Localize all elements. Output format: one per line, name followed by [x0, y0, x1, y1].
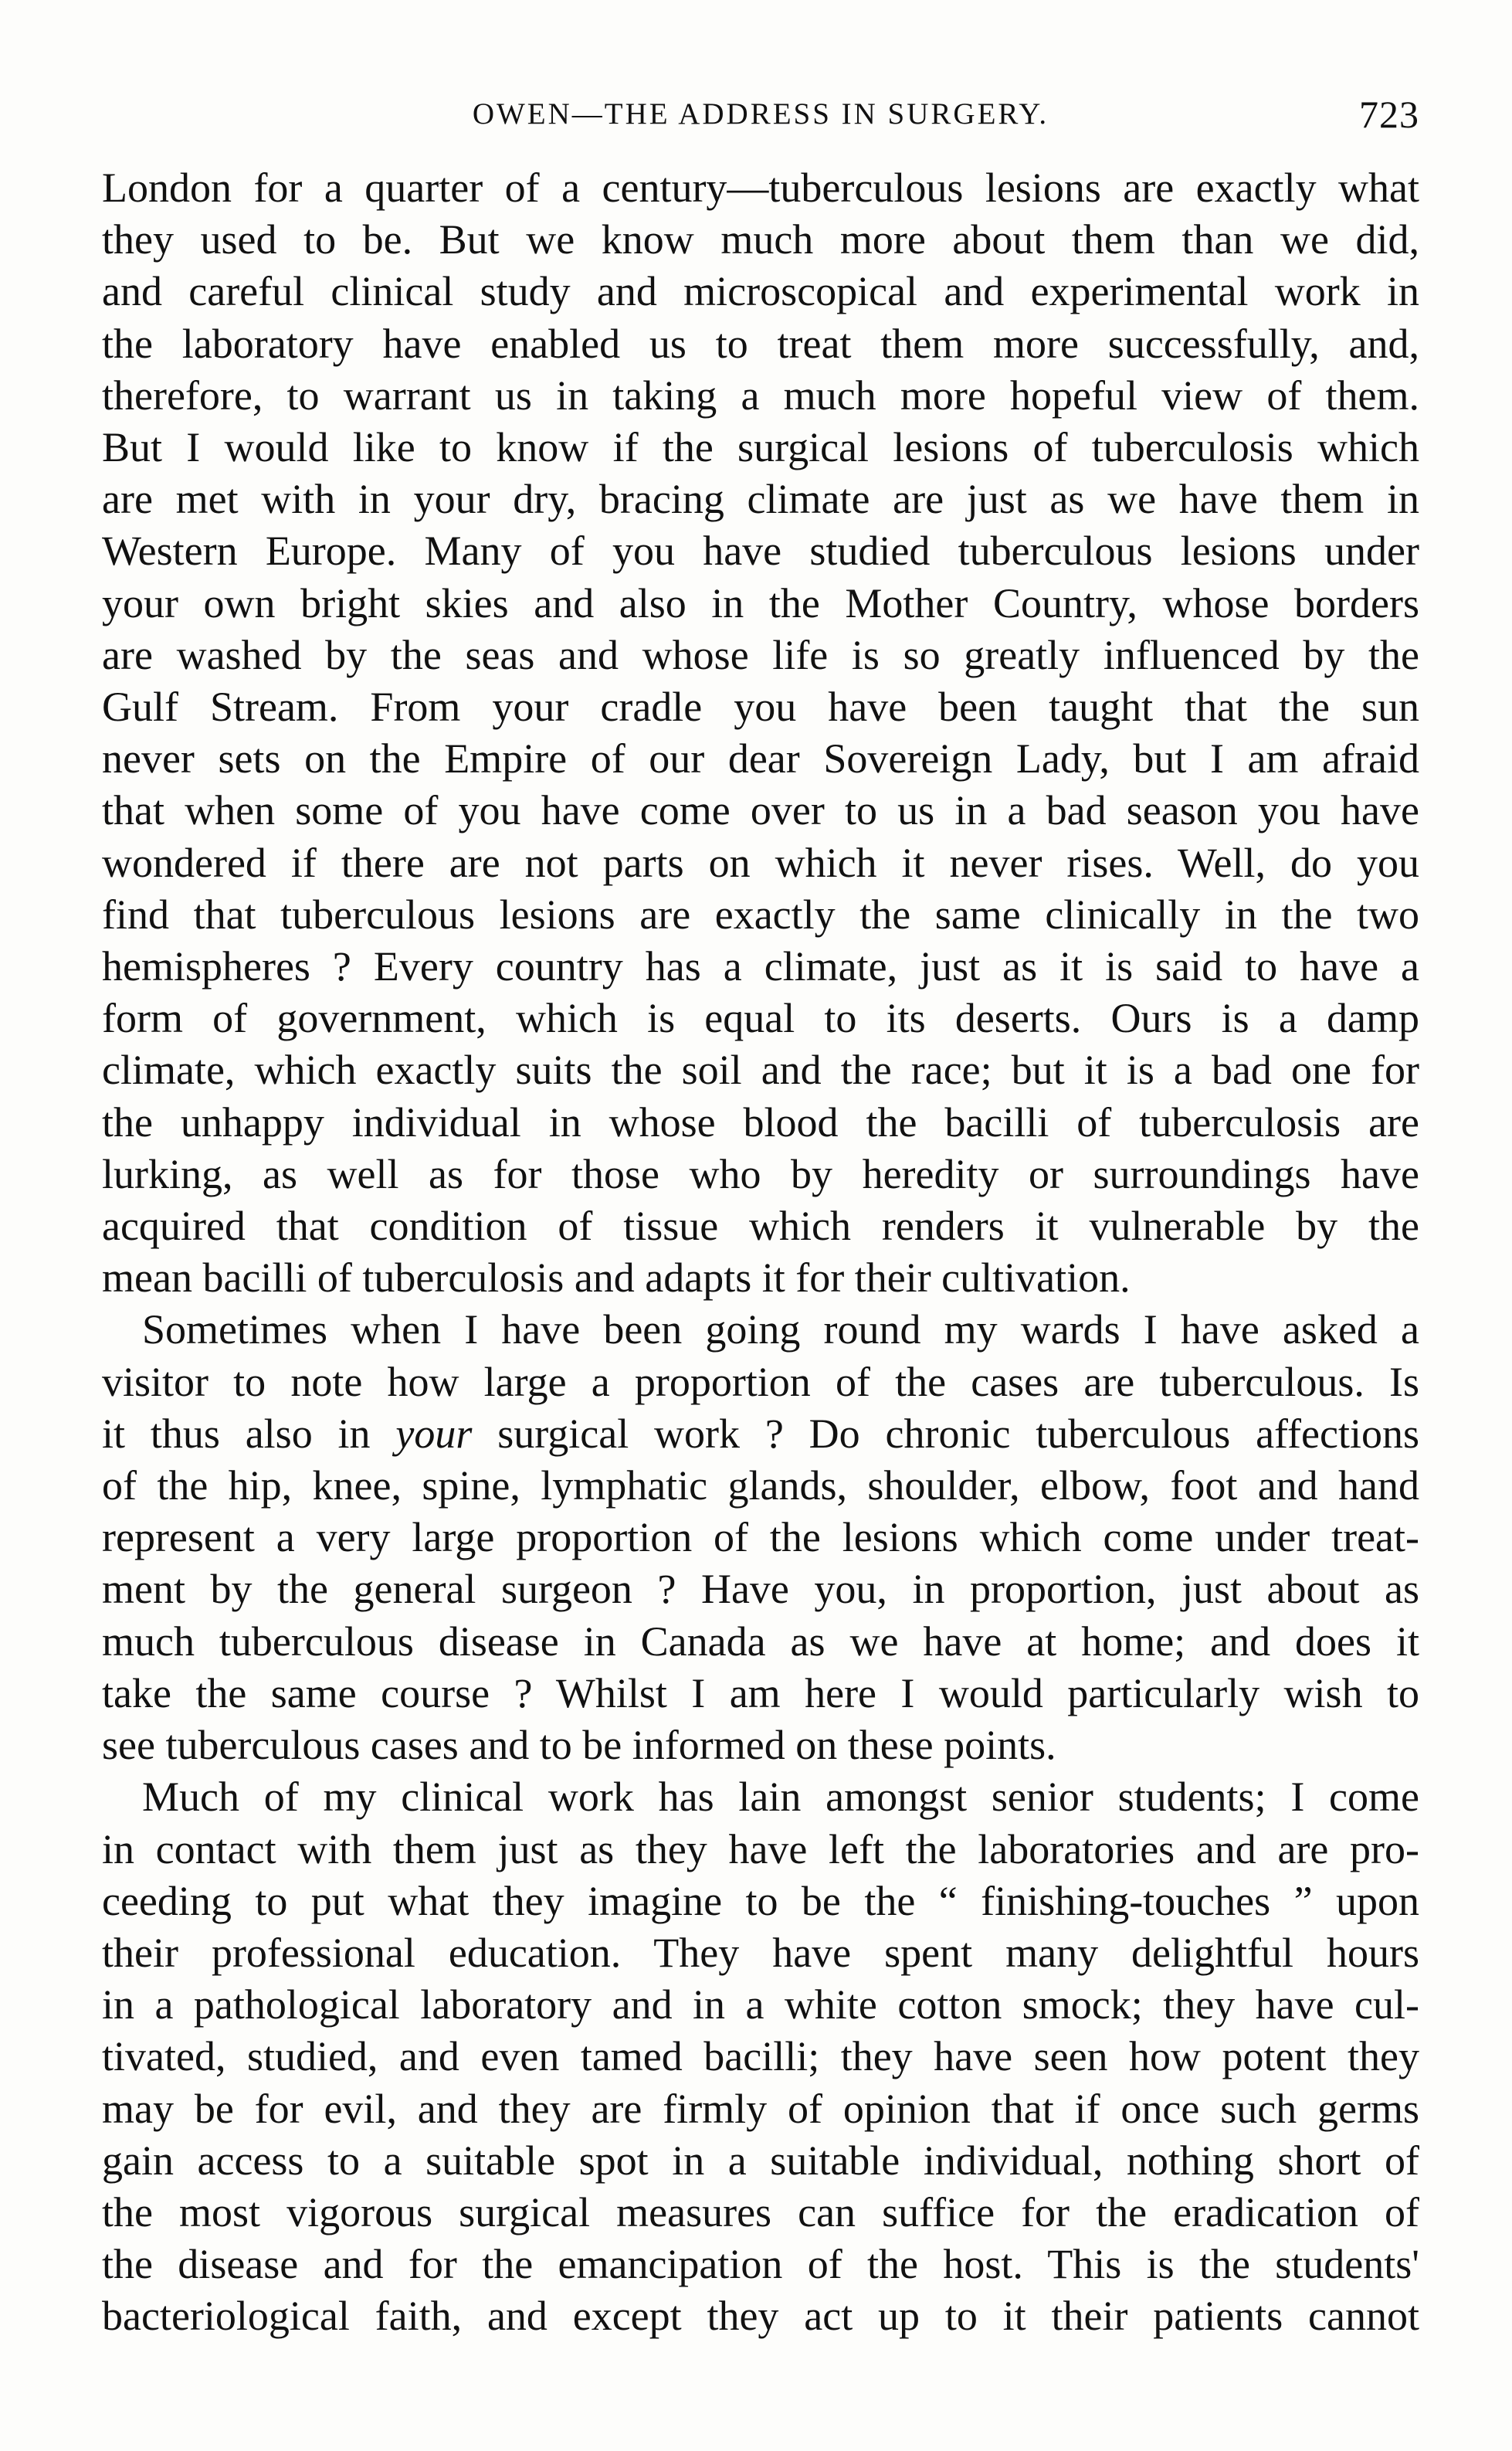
text-line: that when some of you have come over to us in a bad season you have — [102, 787, 1419, 834]
body-text — [102, 162, 1419, 2343]
text-line: climate, which exactly suits the soil and the race; but it is a bad one for — [102, 1047, 1419, 1094]
text-line: the unhappy individual in whose blood the bacilli of tuberculosis are — [102, 1098, 1419, 1146]
text-line: in a pathological laboratory and in a white cotton smock; they have cul- — [102, 1981, 1419, 2028]
text-line: may be for evil, and they are firmly of opinion that if once such germs — [102, 2085, 1419, 2132]
text-line: the laboratory have enabled us to treat them more successfully, and, — [102, 320, 1419, 367]
text-line: they used to be. But we know much more about them than we did, — [102, 216, 1419, 263]
text-line: wondered if there are not parts on which it never rises. Well, do you — [102, 839, 1419, 886]
running-title: OWEN—THE ADDRESS IN SURGERY. — [472, 97, 1049, 131]
text-line: see tuberculous cases and to be informed on these points. — [102, 1722, 1056, 1769]
text-line: London for a quarter of a century—tuberculous lesions are exactly what — [102, 165, 1419, 211]
text-line: the disease and for the emancipation of the host. This is the students' — [102, 2241, 1419, 2288]
text-line: of the hip, knee, spine, lymphatic glands, shoulder, elbow, foot and hand — [102, 1462, 1419, 1509]
text-line: therefore, to warrant us in taking a much more hopeful view of them. — [102, 372, 1419, 419]
text-line: your own bright skies and also in the Mother Country, whose borders — [102, 579, 1419, 626]
paragraph-1 — [102, 162, 1419, 1304]
text-line: Western Europe. Many of you have studied tuberculous lesions under — [102, 528, 1419, 575]
text-line: represent a very large proportion of the lesions which come under treat- — [102, 1514, 1419, 1561]
text-line: tivated, studied, and even tamed bacilli; they have seen how potent they — [102, 2033, 1419, 2080]
text-line: But I would like to know if the surgical lesions of tuberculosis which — [102, 424, 1419, 471]
text-line: are met with in your dry, bracing climate are just as we have them in — [102, 476, 1419, 523]
paragraph-3 — [102, 1771, 1419, 2342]
text-line: take the same course ? Whilst I am here I would particularly wish to — [102, 1669, 1419, 1716]
text-line: in contact with them just as they have left the laboratories and are pro- — [102, 1825, 1419, 1872]
text-line: hemispheres ? Every country has a climate, just as it is said to have a — [102, 943, 1419, 990]
text-line: bacteriological faith, and except they act up to it their patients cannot — [102, 2293, 1419, 2340]
text-line: ceeding to put what they imagine to be the “ finishing-touches ” upon — [102, 1877, 1419, 1924]
text-line: and careful clinical study and microscopical and experimental work in — [102, 268, 1419, 315]
page-number: 723 — [1359, 93, 1419, 136]
paragraph-2 — [102, 1304, 1419, 1771]
emphasis-your: your — [395, 1410, 473, 1457]
text-line: form of government, which is equal to its deserts. Ours is a damp — [102, 995, 1419, 1042]
text-line: ment by the general surgeon ? Have you, in proportion, just about as — [102, 1566, 1419, 1613]
text-line: the most vigorous surgical measures can suffice for the eradication of — [102, 2188, 1419, 2235]
text-line: much tuberculous disease in Canada as we have at home; and does it — [102, 1618, 1419, 1665]
text-run: surgical work ? Do chronic tuberculous affections — [472, 1410, 1419, 1457]
text-line: acquired that condition of tissue which renders it vulnerable by the — [102, 1203, 1419, 1250]
text-line: visitor to note how large a proportion of the cases are tuberculous. Is — [102, 1358, 1419, 1405]
text-run: it thus also in — [102, 1410, 396, 1457]
text-line: gain access to a suitable spot in a suitable individual, nothing short of — [102, 2137, 1419, 2184]
text-line: Much of my clinical work has lain amongst senior students; I come — [142, 1774, 1419, 1821]
running-head — [102, 91, 1419, 137]
text-line: their professional education. They have spent many delightful hours — [102, 1929, 1419, 1976]
text-line: never sets on the Empire of our dear Sovereign Lady, but I am afraid — [102, 735, 1419, 782]
text-line: are washed by the seas and whose life is so greatly influenced by the — [102, 631, 1419, 678]
text-line: Sometimes when I have been going round my wards I have asked a — [142, 1306, 1419, 1353]
text-line: mean bacilli of tuberculosis and adapts it for their cultivation. — [102, 1254, 1131, 1302]
text-line: find that tuberculous lesions are exactly the same clinically in the two — [102, 891, 1419, 938]
text-line: Gulf Stream. From your cradle you have been taught that the sun — [102, 684, 1419, 731]
text-line: lurking, as well as for those who by heredity or surroundings have — [102, 1150, 1419, 1197]
text-line-with-emphasis — [102, 1408, 1419, 1460]
